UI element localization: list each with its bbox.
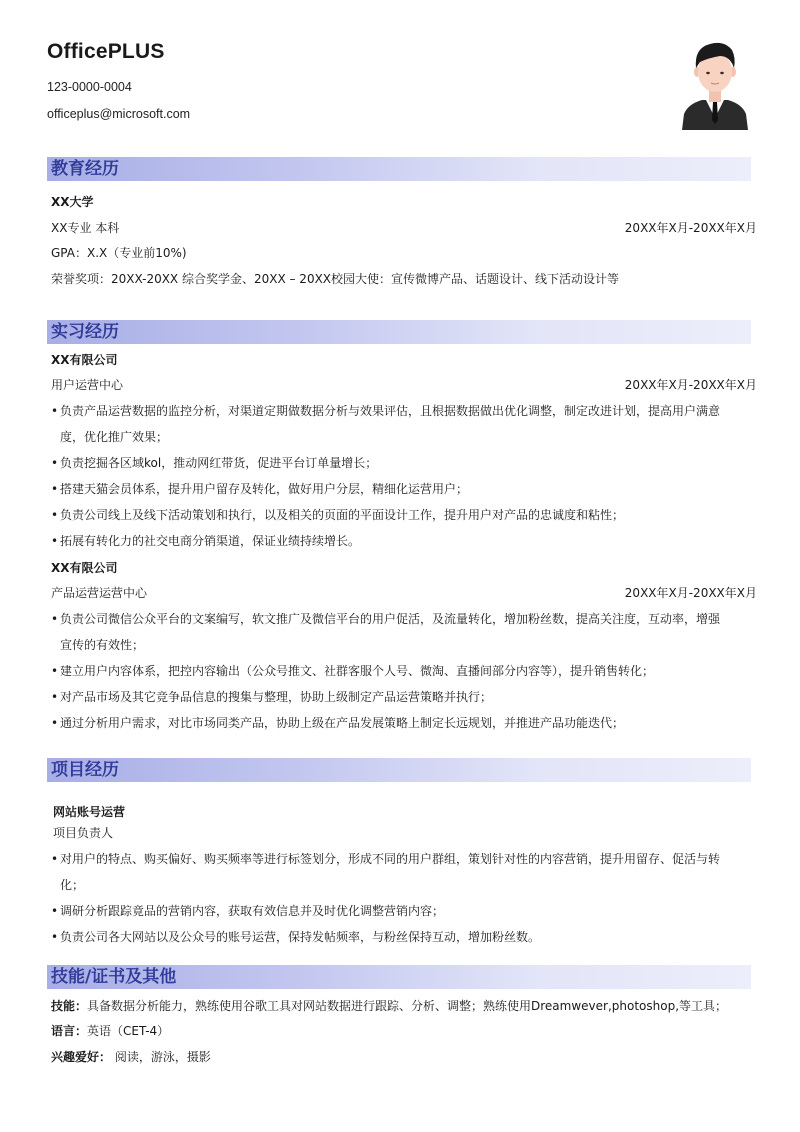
skill-label: 技能： (51, 999, 88, 1013)
hobby-label: 兴趣爱好： (51, 1050, 112, 1064)
job-bullet: • 负责挖掘各区域kol，推动网红带货，促进平台订单量增长； (51, 456, 378, 470)
project-bullet: • 调研分析跟踪竟品的营销内容，获取有效信息并及时优化调整营销内容； (51, 904, 445, 918)
skill-row (51, 998, 727, 1014)
project-role: 项目负责人 (53, 826, 114, 840)
job-bullet: • 建立用户内容体系，把控内容输出（公众号推文、社群客服个人号、微淘、直播间部分内容等），提升销售转化； (51, 664, 655, 678)
education-honors: 荣誉奖项：20XX-20XX 综合奖学金、20XX – 20XX校园大使：宣传微博产品、话题设计、线下活动设计等 (51, 272, 620, 286)
project-bullet: • 对用户的特点、购买偏好、购买频率等进行标签划分，形成不同的用户群组，策划针对性的内容营销，提升用留存、促活与转 化； (51, 852, 721, 892)
language-row (51, 1023, 169, 1039)
education-major: XX专业 本科 (51, 221, 120, 235)
candidate-name: OfficePLUS (47, 40, 165, 63)
phone-number: 123-0000-0004 (47, 80, 132, 94)
job-bullet: • 负责产品运营数据的监控分析，对渠道定期做数据分析与效果评估，且根据数据做出优化调整，制定改进计划，提高用户满意 度，优化推广效果； (51, 404, 721, 444)
job-bullet: • 负责公司线上及线下活动策划和执行，以及相关的页面的平面设计工作，提升用户对产品的忠诚度和粘性； (51, 508, 625, 522)
job-company: XX有限公司 (51, 353, 118, 367)
project-section-header (47, 758, 751, 782)
internship-section-title: 实习经历 (51, 322, 119, 342)
job-role: 产品运营运营中心 (51, 586, 148, 600)
internship-section-header (47, 320, 751, 344)
hobby-row (51, 1049, 211, 1065)
job-date: 20XX年X月-20XX年X月 (624, 586, 757, 600)
job-bullet: • 对产品市场及其它竞争品信息的搜集与整理，协助上级制定产品运营策略并执行； (51, 690, 493, 704)
job-bullet: • 搭建天猫会员体系，提升用户留存及转化，做好用户分层，精细化运营用户； (51, 482, 469, 496)
language-text: 英语（CET-4） (87, 1024, 170, 1038)
job-role: 用户运营中心 (51, 378, 124, 392)
skills-section-header (47, 965, 751, 989)
avatar-icon (680, 38, 750, 130)
project-bullet: • 负责公司各大网站以及公众号的账号运营，保持发帖频率，与粉丝保持互动，增加粉丝数。 (51, 930, 541, 944)
hobby-text: 阅读，游泳，摄影 (111, 1050, 211, 1064)
school-name: XX大学 (51, 195, 94, 209)
job-company: XX有限公司 (51, 561, 118, 575)
job-bullet: • 通过分析用户需求，对比市场同类产品，协助上级在产品发展策略上制定长远规划，并推进产品功能迭代； (51, 716, 625, 730)
project-section-title: 项目经历 (51, 760, 119, 780)
skills-section-title: 技能/证书及其他 (51, 967, 177, 987)
job-date: 20XX年X月-20XX年X月 (624, 378, 757, 392)
language-label: 语言： (51, 1024, 88, 1038)
email-address: officeplus@microsoft.com (47, 107, 191, 121)
skill-text: 具备数据分析能力，熟练使用谷歌工具对网站数据进行跟踪、分析、调整；熟练使用Dreamwever,photoshop,等工具； (87, 999, 728, 1013)
education-date: 20XX年X月-20XX年X月 (624, 221, 757, 235)
education-section-title: 教育经历 (51, 159, 119, 179)
education-gpa: GPA：X.X（专业前10%) (51, 246, 187, 260)
education-section-header (47, 157, 751, 181)
job-bullet: • 负责公司微信公众平台的文案编写，软文推广及微信平台的用户促活，及流量转化，增加粉丝数，提高关注度，互动率，增强 宣传的有效性； (51, 612, 721, 652)
project-name: 网站账号运营 (53, 805, 126, 819)
job-bullet: • 拓展有转化力的社交电商分销渠道，保证业绩持续增长。 (51, 534, 361, 548)
